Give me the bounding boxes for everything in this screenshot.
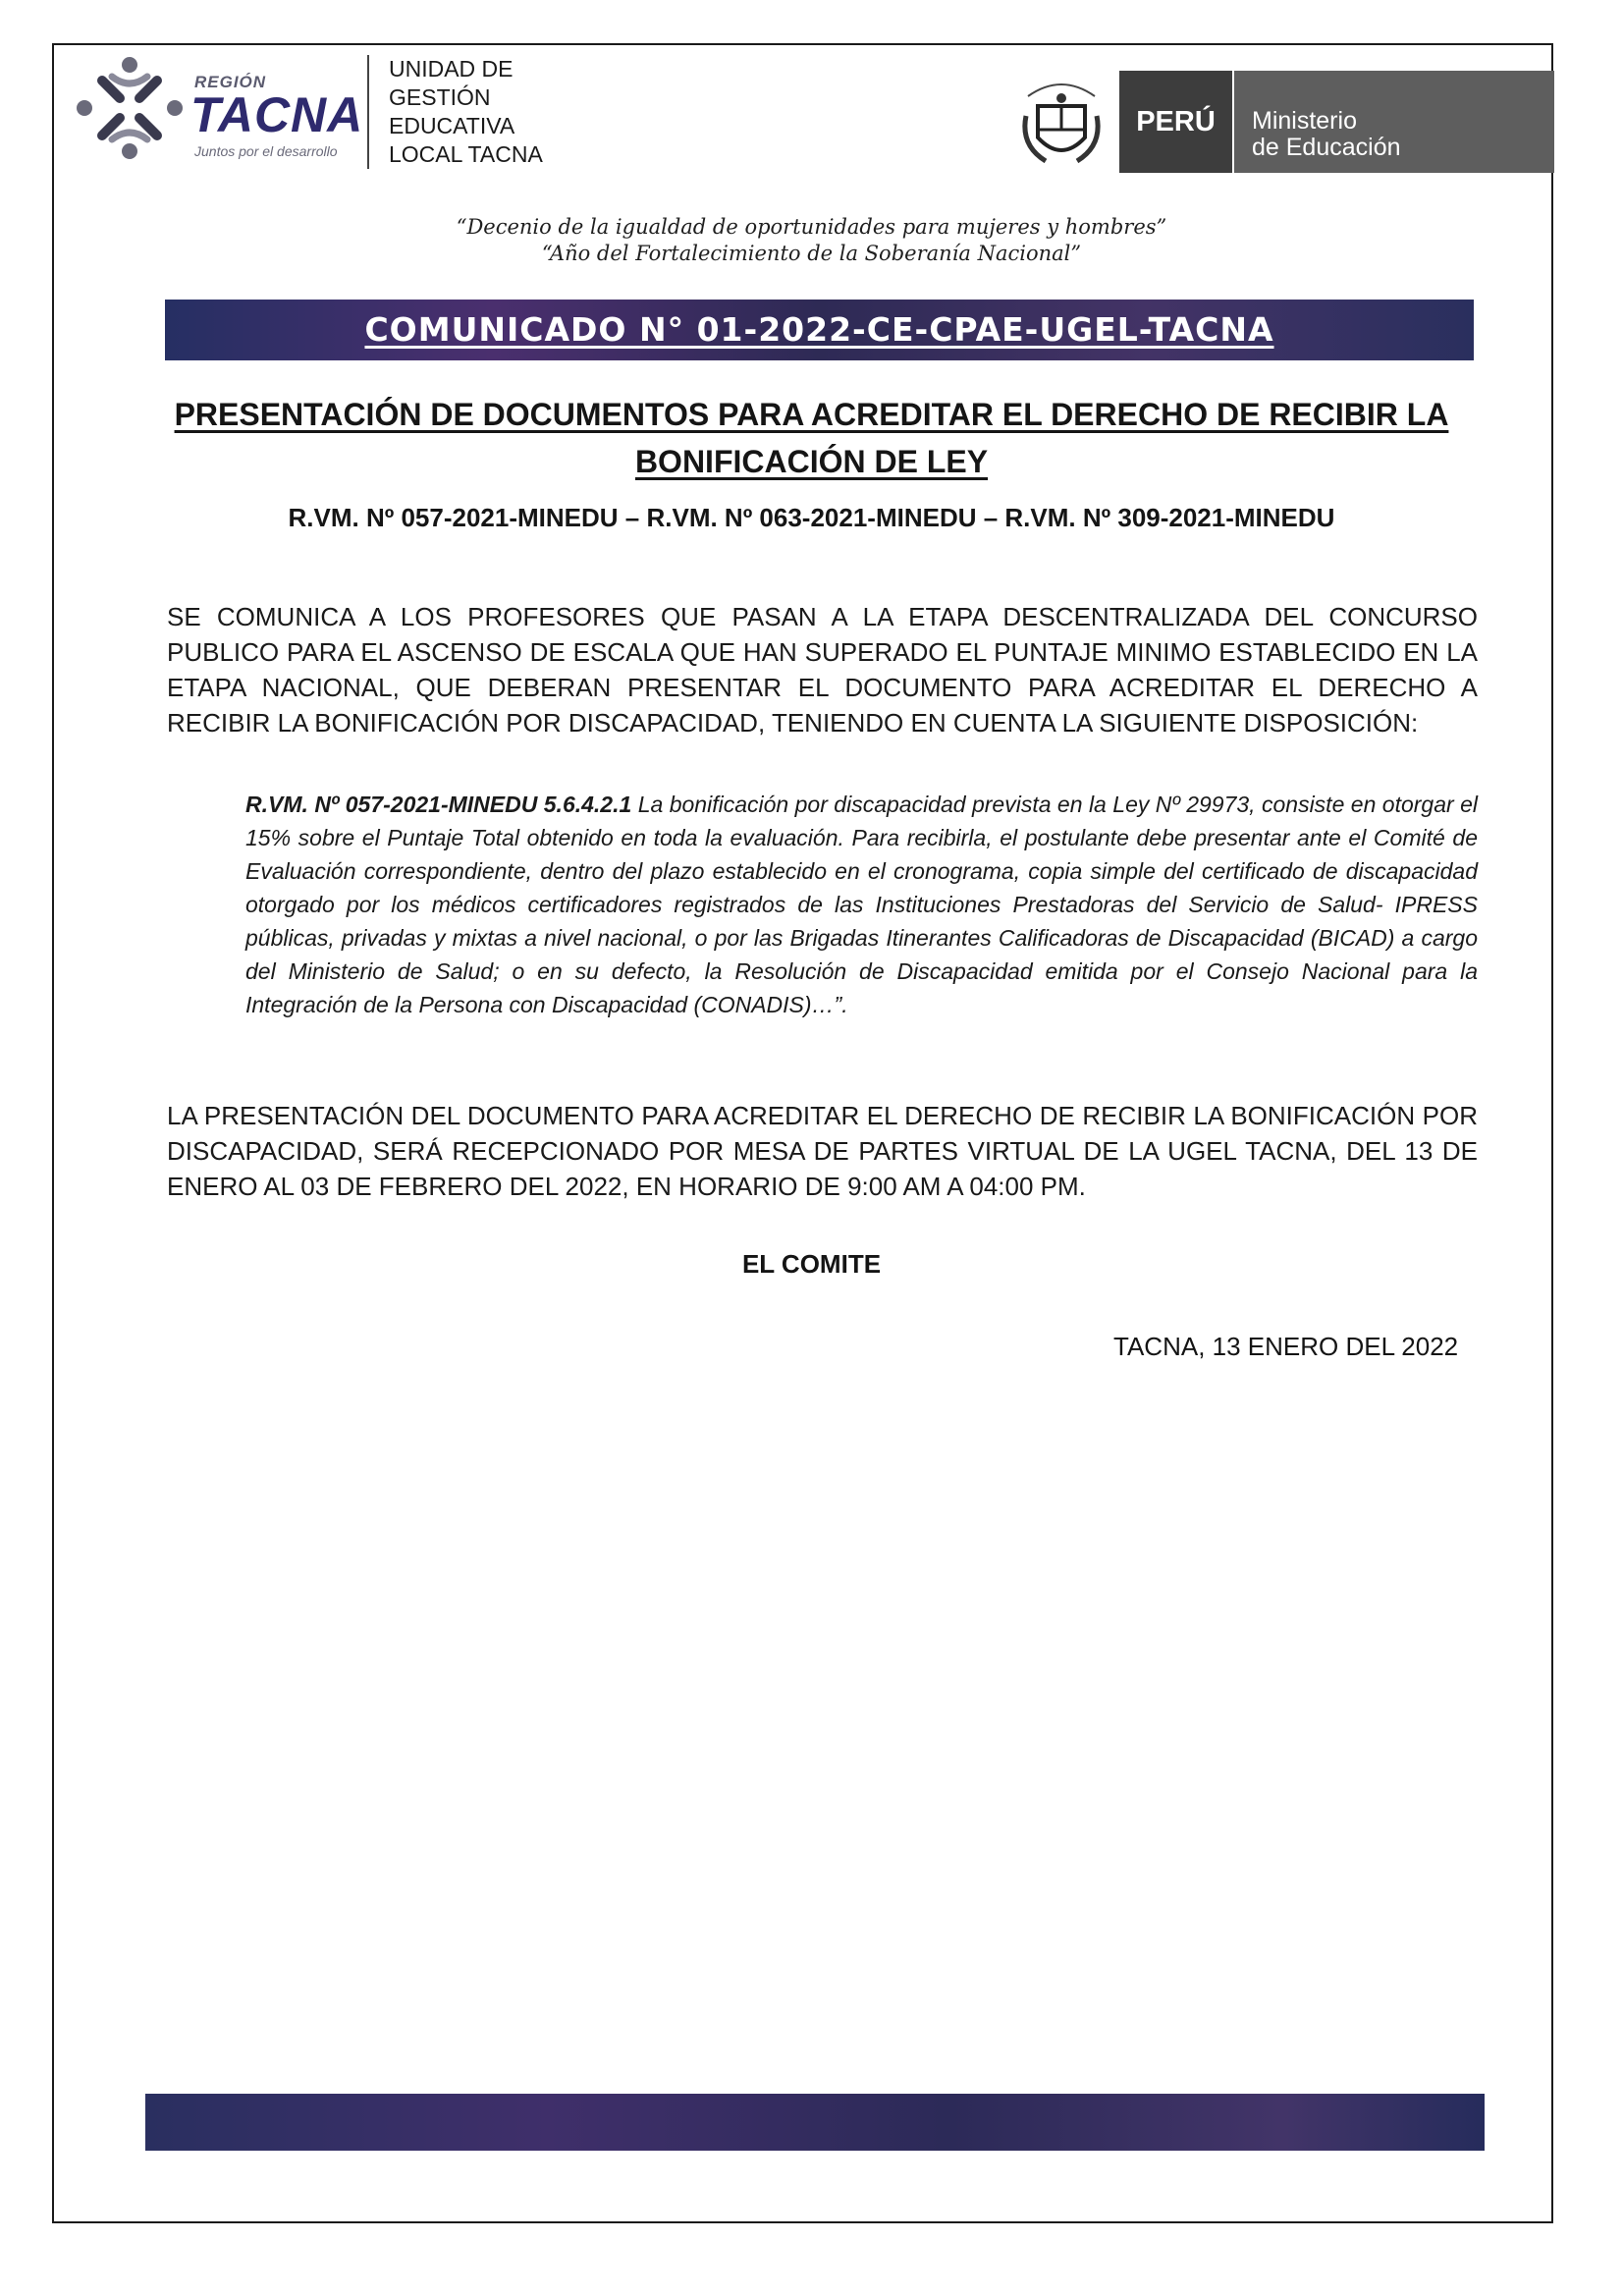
quote-text: La bonificación por discapacidad prevista en la Ley Nº 29973, consiste en otorgar el 15% sobre el Puntaje Total obtenido en toda la evaluación. Para recibirla, el postulante debe presentar ante el Comité de Evaluación correspondiente, dentro del plazo establecido en el cronograma, copia simple del certificado de discapacidad otorgado por los médicos certificadores registrados de las Instituciones Prestadoras del Servicio de Salud- IPRESS públicas, privadas y mixtas a nivel nacional, o por las Brigadas Itinerantes Calificadoras de Discapacidad (BICAD) a cargo del Ministerio de Salud; o en su defecto, la Resolución de Discapacidad emitida por el Consejo Nacional para la Integración de la Persona con Discapacidad (CONADIS)…”. <box>245 792 1479 1017</box>
ugel-line: EDUCATIVA <box>389 113 515 138</box>
logo-dot-icon <box>122 143 137 159</box>
minedu-line: de Educación <box>1252 134 1401 161</box>
minedu-badge <box>1234 71 1554 173</box>
ugel-line: UNIDAD DE <box>389 56 514 82</box>
document-title-line-1: PRESENTACIÓN DE DOCUMENTOS PARA ACREDITAR EL DERECHO DE RECIBIR LA <box>174 397 1449 432</box>
document-title <box>137 391 1486 485</box>
ugel-name <box>389 55 543 169</box>
document-title-line-2: BONIFICACIÓN DE LEY <box>634 444 989 479</box>
logo-slogan: Juntos por el desarrollo <box>194 143 338 159</box>
ugel-line: GESTIÓN <box>389 84 491 110</box>
ugel-line: LOCAL TACNA <box>389 141 543 167</box>
comunicado-title: COMUNICADO N° 01-2022-CE-CPAE-UGEL-TACNA <box>364 310 1274 349</box>
minedu-line: Ministerio <box>1252 107 1357 135</box>
resolution-references: R.VM. Nº 057-2021-MINEDU – R.VM. Nº 063-2021-MINEDU – R.VM. Nº 309-2021-MINEDU <box>288 503 1335 532</box>
logo-region-label: REGIÓN <box>194 73 267 91</box>
document-date: TACNA, 13 ENERO DEL 2022 <box>1113 1332 1459 1361</box>
logo-dot-icon <box>167 100 183 116</box>
decenio-line-1: “Decenio de la igualdad de oportunidades para mujeres y hombres” <box>456 215 1167 239</box>
peru-coat-of-arms-icon <box>1016 67 1107 175</box>
footer-band <box>145 2094 1485 2151</box>
closing-paragraph: LA PRESENTACIÓN DEL DOCUMENTO PARA ACREDITAR EL DERECHO DE RECIBIR LA BONIFICACIÓN POR DISCAPACIDAD, SERÁ RECEPCIONADO POR MESA DE PARTES VIRTUAL DE LA UGEL TACNA, DEL 13 DE ENERO AL 03 DE FEBRERO DEL 2022, EN HORARIO DE 9:00 AM A 04:00 PM. <box>167 1101 1478 1201</box>
legal-quote <box>245 788 1478 1021</box>
intro-paragraph: SE COMUNICA A LOS PROFESORES QUE PASAN A LA ETAPA DESCENTRALIZADA DEL CONCURSO PUBLICO PARA EL ASCENSO DE ESCALA QUE HAN SUPERADO EL PUNTAJE MINIMO ESTABLECIDO EN LA ETAPA NACIONAL, QUE DEBERAN PRESENTAR EL DOCUMENTO PARA ACREDITAR EL DERECHO A RECIBIR LA BONIFICACIÓN POR DISCAPACIDAD, TENIENDO EN CUENTA LA SIGUIENTE DISPOSICIÓN: <box>167 602 1478 738</box>
signoff: EL COMITE <box>741 1249 882 1279</box>
peru-badge: PERÚ <box>1119 71 1232 173</box>
logo-tacna-label: TACNA <box>190 87 364 142</box>
decenio-line-2: “Año del Fortalecimiento de la Soberanía Nacional” <box>541 242 1082 265</box>
logo-dot-icon <box>122 57 137 73</box>
logo-dot-icon <box>77 100 92 116</box>
header-divider <box>367 55 369 169</box>
quote-reference: R.VM. Nº 057-2021-MINEDU 5.6.4.2.1 <box>245 792 632 817</box>
